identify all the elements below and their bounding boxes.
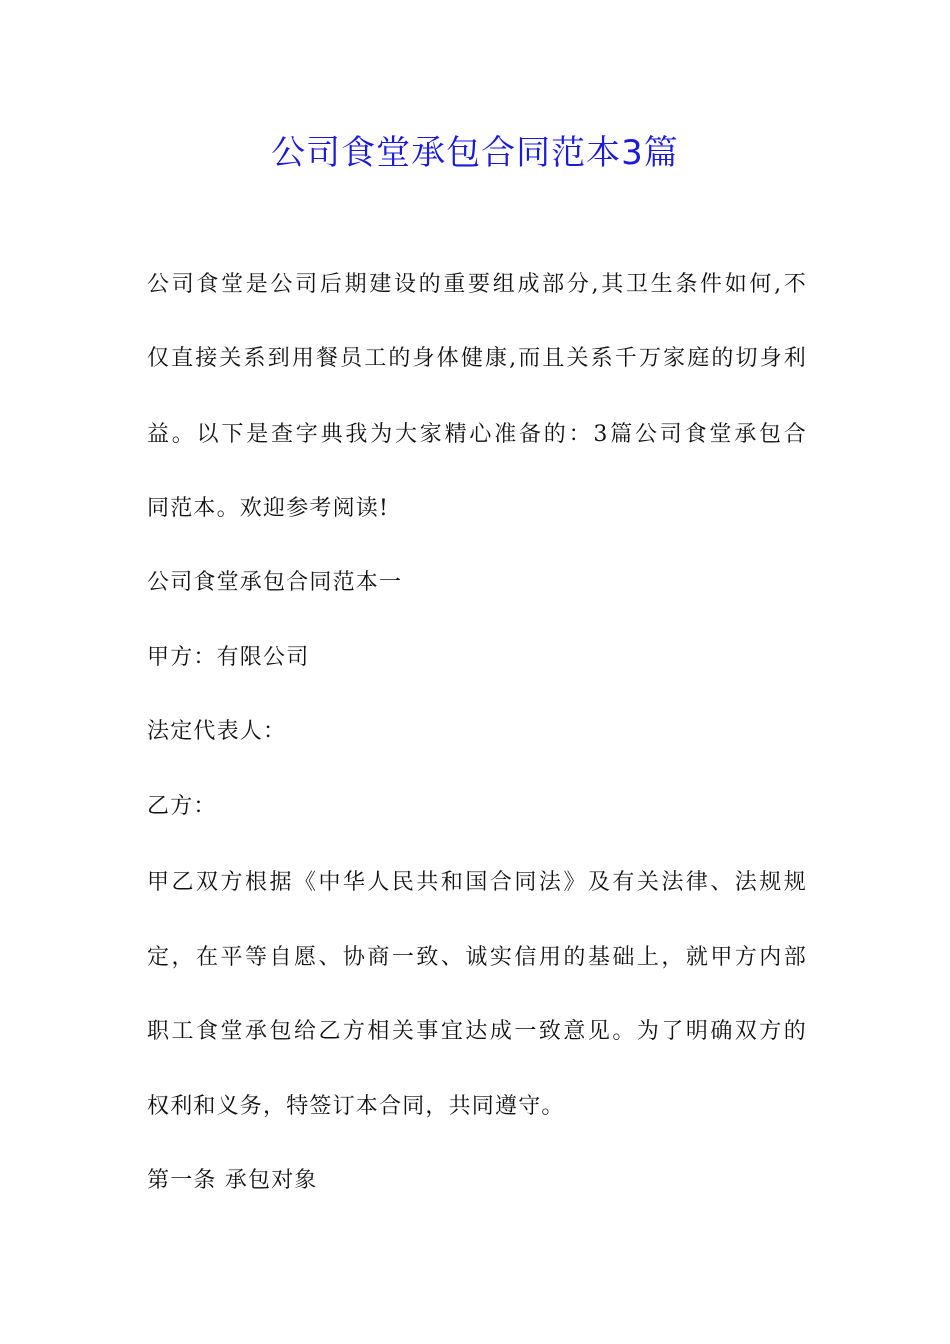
body-line-3: 职工食堂承包给乙方相关事宜达成一致意见。为了明确双方的 [147, 1019, 807, 1044]
document-title: 公司食堂承包合同范本3篇 [271, 133, 679, 173]
intro-line-2: 仅直接关系到用餐员工的身体健康,而且关系千万家庭的切身利 [147, 346, 807, 371]
article-1-heading: 第一条 承包对象 [147, 1168, 318, 1193]
intro-line-3: 益。以下是查字典我为大家精心准备的：3篇公司食堂承包合 [147, 422, 807, 447]
intro-line-1: 公司食堂是公司后期建设的重要组成部分,其卫生条件如何,不 [147, 272, 807, 297]
party-b-line: 乙方： [147, 794, 217, 819]
section-heading: 公司食堂承包合同范本一 [147, 570, 403, 595]
body-line-4: 权利和义务，特签订本合同，共同遵守。 [147, 1094, 565, 1119]
body-line-2: 定，在平等自愿、协商一致、诚实信用的基础上，就甲方内部 [147, 945, 807, 970]
party-a-line: 甲方：有限公司 [147, 645, 310, 670]
intro-line-4: 同范本。欢迎参考阅读! [147, 496, 390, 521]
body-line-1: 甲乙双方根据《中华人民共和国合同法》及有关法律、法规规 [147, 870, 807, 895]
legal-representative-line: 法定代表人： [147, 719, 287, 744]
